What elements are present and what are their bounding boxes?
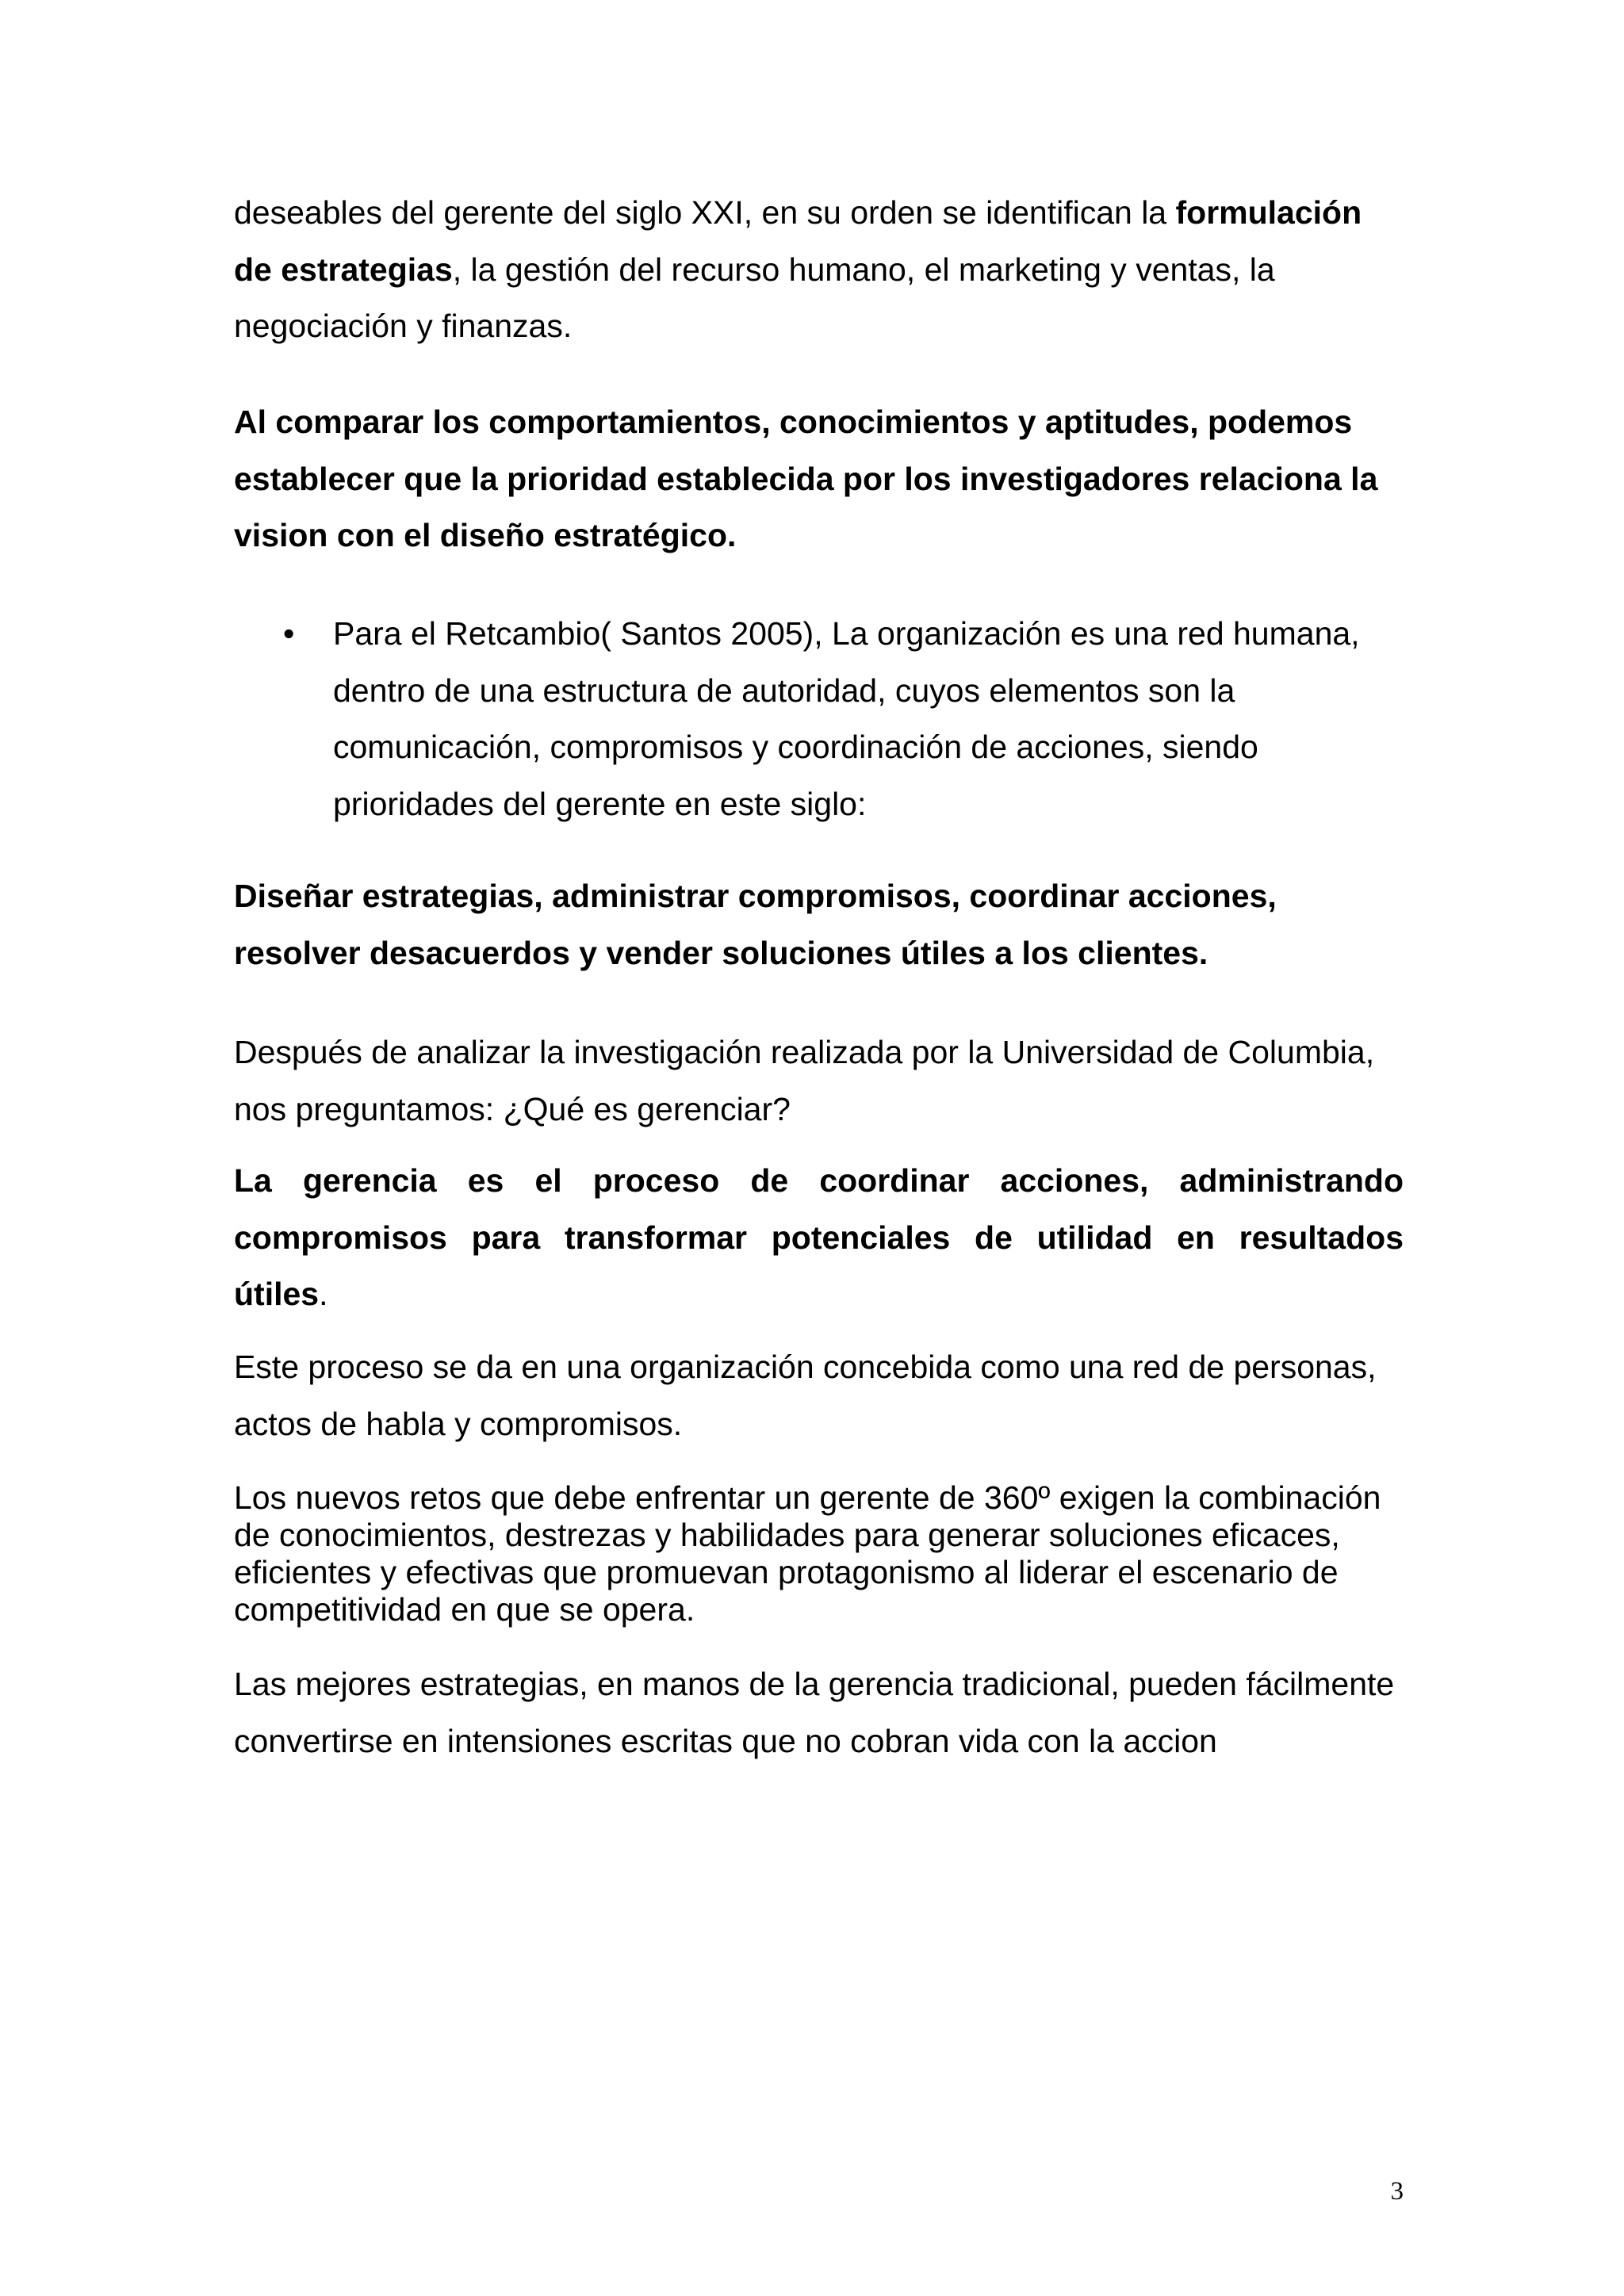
paragraph-text: , la gestión del recurso humano, el marketing y ventas, la negociación y finanzas. [234, 251, 1275, 344]
definition-line: compromisos para transformar potenciales de utilidad en resultados [234, 1219, 1404, 1256]
paragraph-definition [234, 1153, 1404, 1323]
paragraph-question: Después de analizar la investigación realizada por la Universidad de Columbia, nos preguntamos: ¿Qué es gerenciar? [234, 1034, 1375, 1127]
bold-phrase: formulación de estrategias [234, 194, 1362, 288]
definition-line [234, 1266, 1404, 1323]
paragraph-best-strategies: Las mejores estrategias, en manos de la gerencia tradicional, pueden fácilmente convertirse en intensiones escritas que no cobran vida con la accion [234, 1666, 1395, 1759]
bullet-list-item [234, 606, 1404, 832]
page-number: 3 [1390, 2177, 1404, 2206]
paragraph-text: deseables del gerente del siglo XXI, en su orden se identifican la [234, 194, 1176, 231]
punctuation: . [319, 1276, 328, 1312]
bullet-icon: • [283, 615, 295, 652]
paragraph-gerente-skills [234, 185, 1404, 355]
paragraph-process: Este proceso se da en una organización concebida como una red de personas, actos de habla y compromisos. [234, 1349, 1377, 1442]
paragraph-comparison-bold: Al comparar los comportamientos, conocimientos y aptitudes, podemos establecer que la prioridad establecida por los investigadores relaciona la vision con el diseño estratégico. [234, 404, 1378, 553]
paragraph-priorities-bold: Diseñar estrategias, administrar compromisos, coordinar acciones, resolver desacuerdos y vender soluciones útiles a los clientes. [234, 878, 1277, 971]
definition-line: La gerencia es el proceso de coordinar acciones, administrando [234, 1162, 1404, 1199]
bold-word: útiles [234, 1276, 320, 1312]
bullet-text: Para el Retcambio( Santos 2005), La organización es una red humana, dentro de una estructura de autoridad, cuyos elementos son la comunicación, compromisos y coordinación de acciones, siendo prioridades del gerente en este siglo: [333, 615, 1360, 822]
paragraph-new-challenges: Los nuevos retos que debe enfrentar un gerente de 360º exigen la combinación de conocimientos, destrezas y habilidades para generar soluciones eficaces, eficientes y efectivas que promuevan protagonismo al liderar el escenario de competitividad en que se opera. [234, 1479, 1381, 1628]
